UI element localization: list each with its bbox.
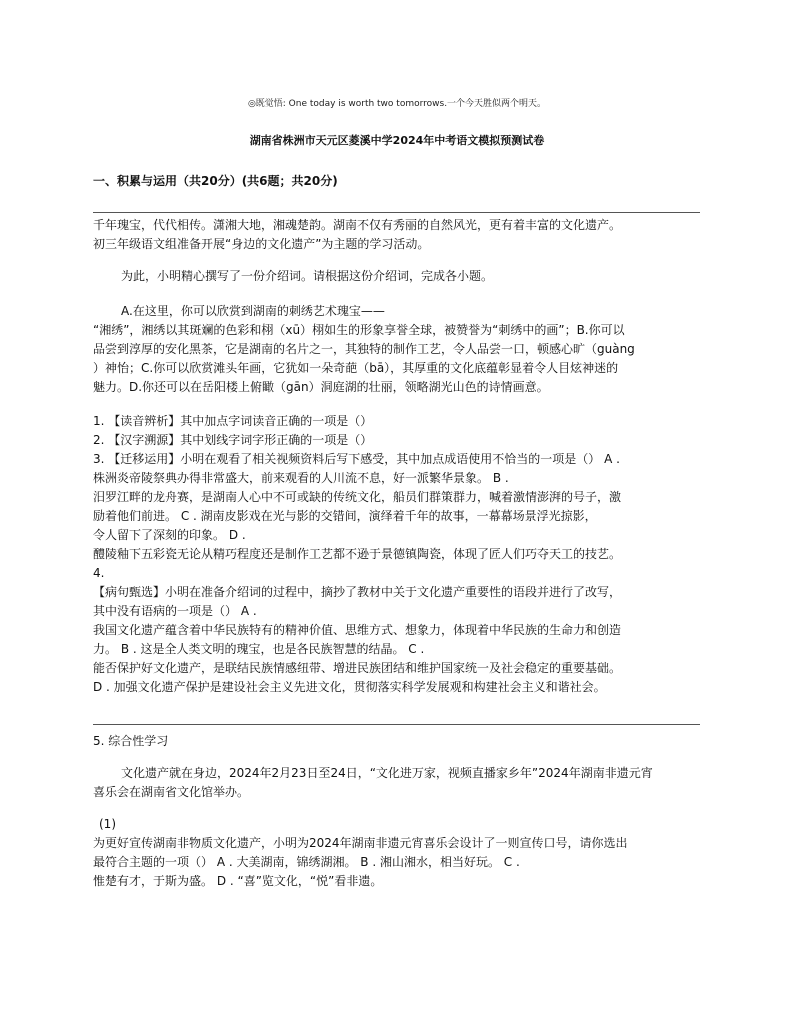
passage (93, 302, 700, 397)
section5-heading (93, 732, 700, 751)
passage-line: ）神怡；C.你可以欣赏滩头年画，它犹如一朵奇葩（bā），其厚重的文化底蕴彰显着令人目炫神迷的 (93, 361, 619, 375)
question-line: 【病句甄选】小明在准备介绍词的过程中，摘抄了教材中关于文化遗产重要性的语段并进行了改写， (93, 585, 622, 599)
section5-intro (93, 764, 700, 802)
question-line: 3. 【迁移运用】小明在观看了相关视频资料后写下感受，其中加点成语使用不恰当的一项是（） A . (93, 452, 620, 466)
option-line: 醴陵釉下五彩瓷无论从精巧程度还是制作工艺都不逊于景德镇陶瓷，体现了匠人们巧夺天工的技艺。 (93, 547, 622, 561)
option-line: 我国文化遗产蕴含着中华民族特有的精神价值、思维方式、想象力，体现着中华民族的生命力和创造 (93, 623, 622, 637)
section5-intro-line: 文化遗产就在身边，2024年2月23日至24日，“文化进万家，视频直播家乡年”2024年湖南非遗元宵 (121, 766, 653, 780)
intro-paragraph (93, 216, 700, 254)
subquestion-line: 最符合主题的一项（） A . 大美湖南，锦绣湖湘。 B . 湘山湘水，相当好玩。 C . (93, 855, 520, 869)
option-line: 汨罗江畔的龙舟赛，是湖南人心中不可或缺的传统文化，船员们群策群力，喊着激情澎湃的号子，激 (93, 490, 622, 504)
section-heading: 一、积累与运用（共20分）(共6题；共20分) (93, 174, 338, 188)
passage-line: “湘绣”，湘绣以其斑斓的色彩和栩（xū）栩如生的形象享誉全球，被赞誉为“刺绣中的画”；B.你可以 (93, 323, 625, 337)
subquestion-line: 为更好宣传湖南非物质文化遗产，小明为2024年湖南非遗元宵喜乐会设计了一则宣传口号，请你选出 (93, 836, 628, 850)
instruction-line: 为此，小明精心撰写了一份介绍词。请根据这份介绍词，完成各小题。 (121, 269, 494, 283)
divider-line (93, 724, 700, 725)
exam-title: 湖南省株洲市天元区菱溪中学2024年中考语文模拟预测试卷 (249, 134, 545, 147)
subquestion-line: 惟楚有才，于斯为盛。 D . “喜”览文化，“悦”看非遗。 (93, 874, 383, 888)
option-line: 能否保护好文化遗产，是联结民族情感纽带、增进民族团结和维护国家统一及社会稳定的重要基础。 (93, 661, 622, 675)
passage-line: 魅力。D.你还可以在岳阳楼上俯瞰（gān）洞庭湖的壮丽，领略湖光山色的诗情画意。 (93, 380, 549, 394)
questions (93, 412, 700, 697)
passage-line: A.在这里，你可以欣赏到湖南的刺绣艺术瑰宝—— (121, 304, 385, 318)
option-line: 株洲炎帝陵祭典办得非常盛大，前来观看的人川流不息，好一派繁华景象。 B . (93, 471, 509, 485)
question-line: 2. 【汉字溯源】其中划线字词字形正确的一项是（） (93, 433, 373, 447)
section5-intro-line: 喜乐会在湖南省文化馆举办。 (93, 785, 250, 799)
page-motto: ◎既觉悟: One today is worth two tomorrows.一个今天胜似两个明天。 (247, 99, 547, 109)
option-line: 力。 B . 这是全人类文明的瑰宝，也是各民族智慧的结晶。 C . (93, 642, 425, 656)
section5-title: 5. 综合性学习 (93, 734, 169, 748)
divider-line (93, 212, 700, 213)
section5-subquestion (93, 815, 700, 891)
option-line: D . 加强文化遗产保护是建设社会主义先进文化，贯彻落实科学发展观和构建社会主义和谐社会。 (93, 680, 606, 694)
question-number: 4. (93, 566, 105, 580)
intro-line: 初三年级语文组准备开展“身边的文化遗产”为主题的学习活动。 (93, 237, 430, 251)
intro-line: 千年瑰宝，代代相传。潇湘大地，湘魂楚韵。湖南不仅有秀丽的自然风光，更有着丰富的文化遗产。 (93, 218, 622, 232)
subquestion-label: (1) (99, 817, 116, 831)
question-line: 其中没有语病的一项是（） A . (93, 604, 257, 618)
option-line: 令人留下了深刻的印象。 D . (93, 528, 246, 542)
instruction-paragraph (93, 267, 700, 286)
passage-line: 品尝到淳厚的安化黑茶，它是湖南的名片之一，其独特的制作工艺，令人品尝一口，顿感心旷（guàng (93, 342, 635, 356)
option-line: 励着他们前进。 C . 湖南皮影戏在光与影的交错间，演绎着千年的故事，一幕幕场景浮光掠影， (93, 509, 597, 523)
question-line: 1. 【读音辨析】其中加点字词读音正确的一项是（） (93, 414, 373, 428)
